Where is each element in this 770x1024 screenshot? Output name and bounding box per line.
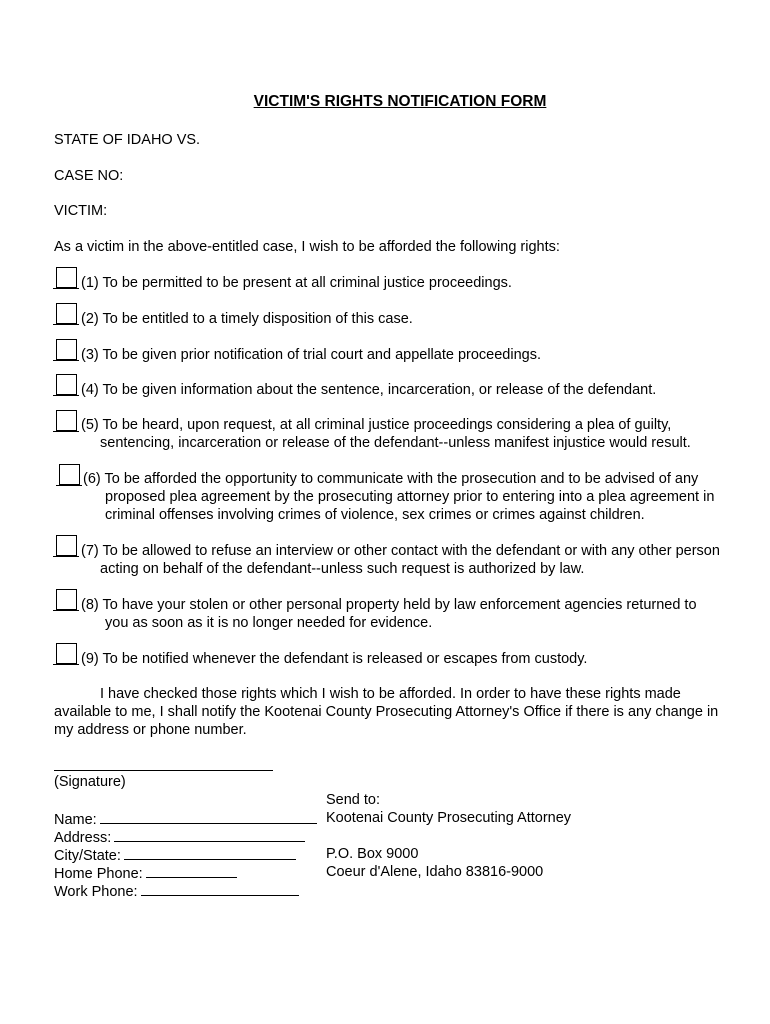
- right-9-checkbox[interactable]: [56, 643, 77, 664]
- closing-line-2: available to me, I shall notify the Kootenai County Prosecuting Attorney's Office if there is any change in: [54, 704, 719, 720]
- right-1-checkbox[interactable]: [56, 267, 77, 288]
- send-to-label: Send to:: [326, 792, 381, 808]
- right-5-text: (5) To be heard, upon request, at all criminal justice proceedings considering a plea of guilty, sentencing, incarceration or release of the defendant--unless manifest injustice would result.: [81, 417, 691, 451]
- name-input-line[interactable]: [100, 810, 317, 824]
- state-vs-label: STATE OF IDAHO VS.: [54, 132, 201, 148]
- victim-label: VICTIM:: [54, 203, 108, 219]
- right-4-checkbox[interactable]: [56, 374, 77, 395]
- right-7-checkbox[interactable]: [56, 535, 77, 556]
- right-5-checkbox[interactable]: [56, 410, 77, 431]
- case-no-label: CASE NO:: [54, 168, 124, 184]
- right-8-checkbox[interactable]: [56, 589, 77, 610]
- home-phone-field: [54, 864, 237, 882]
- home-phone-label: Home Phone:: [54, 866, 143, 882]
- right-3-checkbox[interactable]: [56, 339, 77, 360]
- right-2-text: (2) To be entitled to a timely disposition of this case.: [81, 311, 413, 327]
- city-state-field: [54, 846, 296, 864]
- work-phone-field: [54, 882, 299, 900]
- work-phone-label: Work Phone:: [54, 884, 138, 900]
- work-phone-input-line[interactable]: [141, 882, 299, 896]
- city-state-label: City/State:: [54, 848, 121, 864]
- home-phone-input-line[interactable]: [146, 864, 237, 878]
- name-label: Name:: [54, 812, 97, 828]
- send-to-city: Coeur d'Alene, Idaho 83816-9000: [326, 864, 544, 880]
- intro-text: As a victim in the above-entitled case, I wish to be afforded the following rights:: [54, 239, 560, 255]
- right-9-text: (9) To be notified whenever the defendant is released or escapes from custody.: [81, 651, 588, 667]
- city-state-input-line[interactable]: [124, 846, 296, 860]
- closing-paragraph: [54, 685, 754, 739]
- signature-label: (Signature): [54, 774, 126, 790]
- name-field: [54, 810, 317, 828]
- right-8-text: (8) To have your stolen or other personal property held by law enforcement agencies returned to you as soon as it is no longer needed for evidence.: [81, 597, 697, 631]
- closing-line-3: my address or phone number.: [54, 722, 247, 738]
- signature-line[interactable]: [54, 770, 273, 771]
- right-2-checkbox[interactable]: [56, 303, 77, 324]
- right-3-text: (3) To be given prior notification of trial court and appellate proceedings.: [81, 347, 541, 363]
- closing-line-1: I have checked those rights which I wish to be afforded. In order to have these rights made: [100, 686, 681, 702]
- right-6-text: (6) To be afforded the opportunity to communicate with the prosecution and to be advised of any proposed plea agreement by the prosecuting attorney prior to entering into a plea agreement in criminal offenses involving crimes of violence, sex crimes or crimes against children.: [83, 471, 715, 523]
- right-4-text: (4) To be given information about the sentence, incarceration, or release of the defendant.: [81, 382, 657, 398]
- send-to-po-box: P.O. Box 9000: [326, 846, 419, 862]
- address-input-line[interactable]: [114, 828, 305, 842]
- right-6-checkbox[interactable]: [59, 464, 80, 485]
- right-1-text: (1) To be permitted to be present at all criminal justice proceedings.: [81, 275, 512, 291]
- send-to-org: Kootenai County Prosecuting Attorney: [326, 810, 572, 826]
- form-title: VICTIM'S RIGHTS NOTIFICATION FORM: [253, 93, 547, 110]
- address-field: [54, 828, 305, 846]
- address-label: Address:: [54, 830, 112, 846]
- right-7-text: (7) To be allowed to refuse an interview or other contact with the defendant or with any other person acting on behalf of the defendant--unless such request is authorized by law.: [81, 543, 720, 577]
